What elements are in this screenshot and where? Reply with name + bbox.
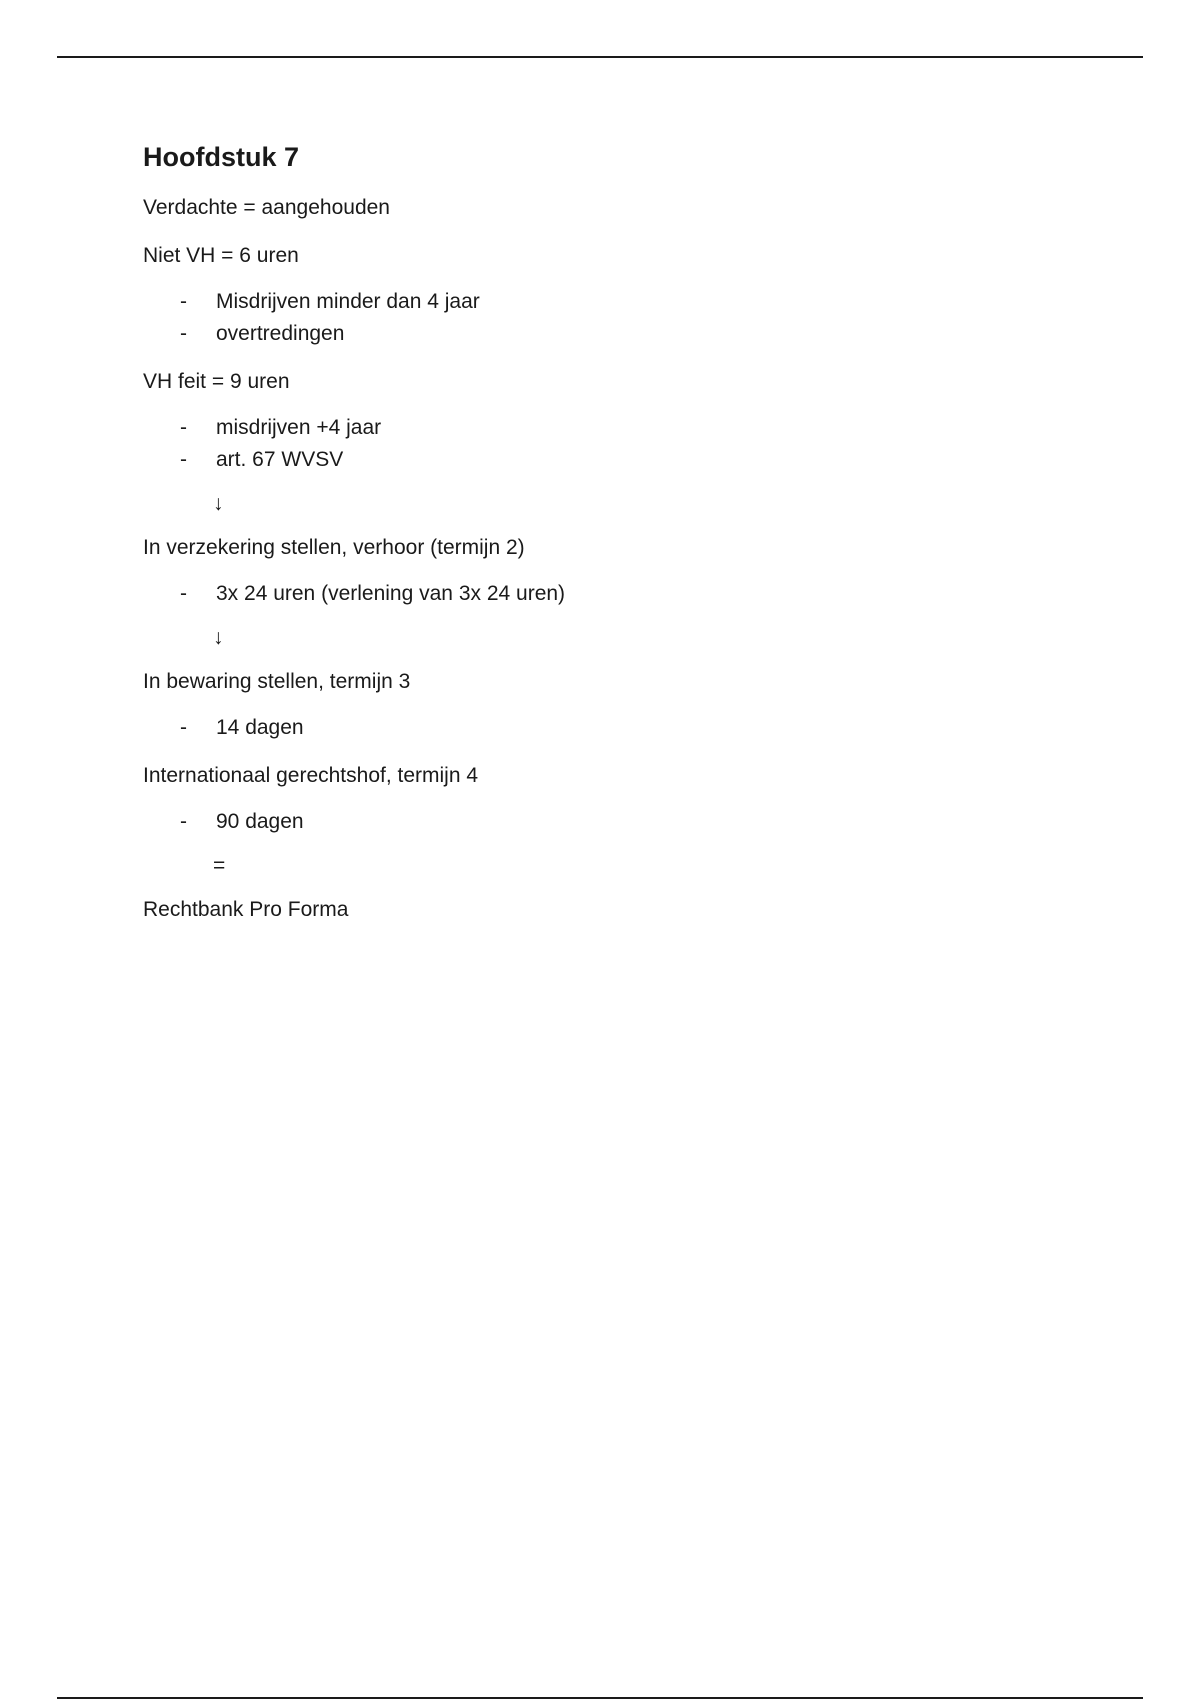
list-item — [143, 286, 1043, 318]
list-bewaring — [143, 712, 1043, 744]
paragraph-gerechtshof: Internationaal gerechtshof, termijn 4 — [143, 764, 479, 787]
list-item — [143, 444, 1043, 476]
bullet-dash: - — [180, 322, 187, 345]
list-verzekering — [143, 578, 1043, 610]
page-title: Hoofdstuk 7 — [143, 142, 300, 172]
list-item-text: overtredingen — [216, 322, 345, 345]
list-item — [143, 412, 1043, 444]
bullet-dash: - — [180, 448, 187, 471]
paragraph-verzekering: In verzekering stellen, verhoor (termijn 2) — [143, 536, 525, 559]
list-niet-vh — [143, 286, 1043, 350]
list-item — [143, 712, 1043, 744]
header-rule — [57, 56, 1143, 58]
paragraph-vh-feit: VH feit = 9 uren — [143, 370, 290, 393]
equals-sign: = — [213, 854, 226, 877]
paragraph-rechtbank: Rechtbank Pro Forma — [143, 898, 349, 921]
list-item-text: 3x 24 uren (verlening van 3x 24 uren) — [216, 582, 566, 605]
list-item-text: art. 67 WVSV — [216, 448, 344, 471]
bullet-dash: - — [180, 290, 187, 313]
bullet-dash: - — [180, 810, 187, 833]
list-item-text: Misdrijven minder dan 4 jaar — [216, 290, 480, 313]
down-arrow-icon: ↓ — [213, 492, 224, 515]
list-item — [143, 318, 1043, 350]
paragraph-niet-vh: Niet VH = 6 uren — [143, 244, 299, 267]
footer-rule — [57, 1697, 1143, 1699]
list-gerechtshof — [143, 806, 1043, 838]
bullet-dash: - — [180, 582, 187, 605]
paragraph-verdachte: Verdachte = aangehouden — [143, 196, 390, 219]
list-item-text: 14 dagen — [216, 716, 304, 739]
paragraph-bewaring: In bewaring stellen, termijn 3 — [143, 670, 411, 693]
bullet-dash: - — [180, 716, 187, 739]
list-vh-feit — [143, 412, 1043, 476]
document-body — [143, 140, 1043, 944]
list-item — [143, 806, 1043, 838]
down-arrow-icon: ↓ — [213, 626, 224, 649]
list-item-text: misdrijven +4 jaar — [216, 416, 382, 439]
list-item-text: 90 dagen — [216, 810, 304, 833]
bullet-dash: - — [180, 416, 187, 439]
list-item — [143, 578, 1043, 610]
